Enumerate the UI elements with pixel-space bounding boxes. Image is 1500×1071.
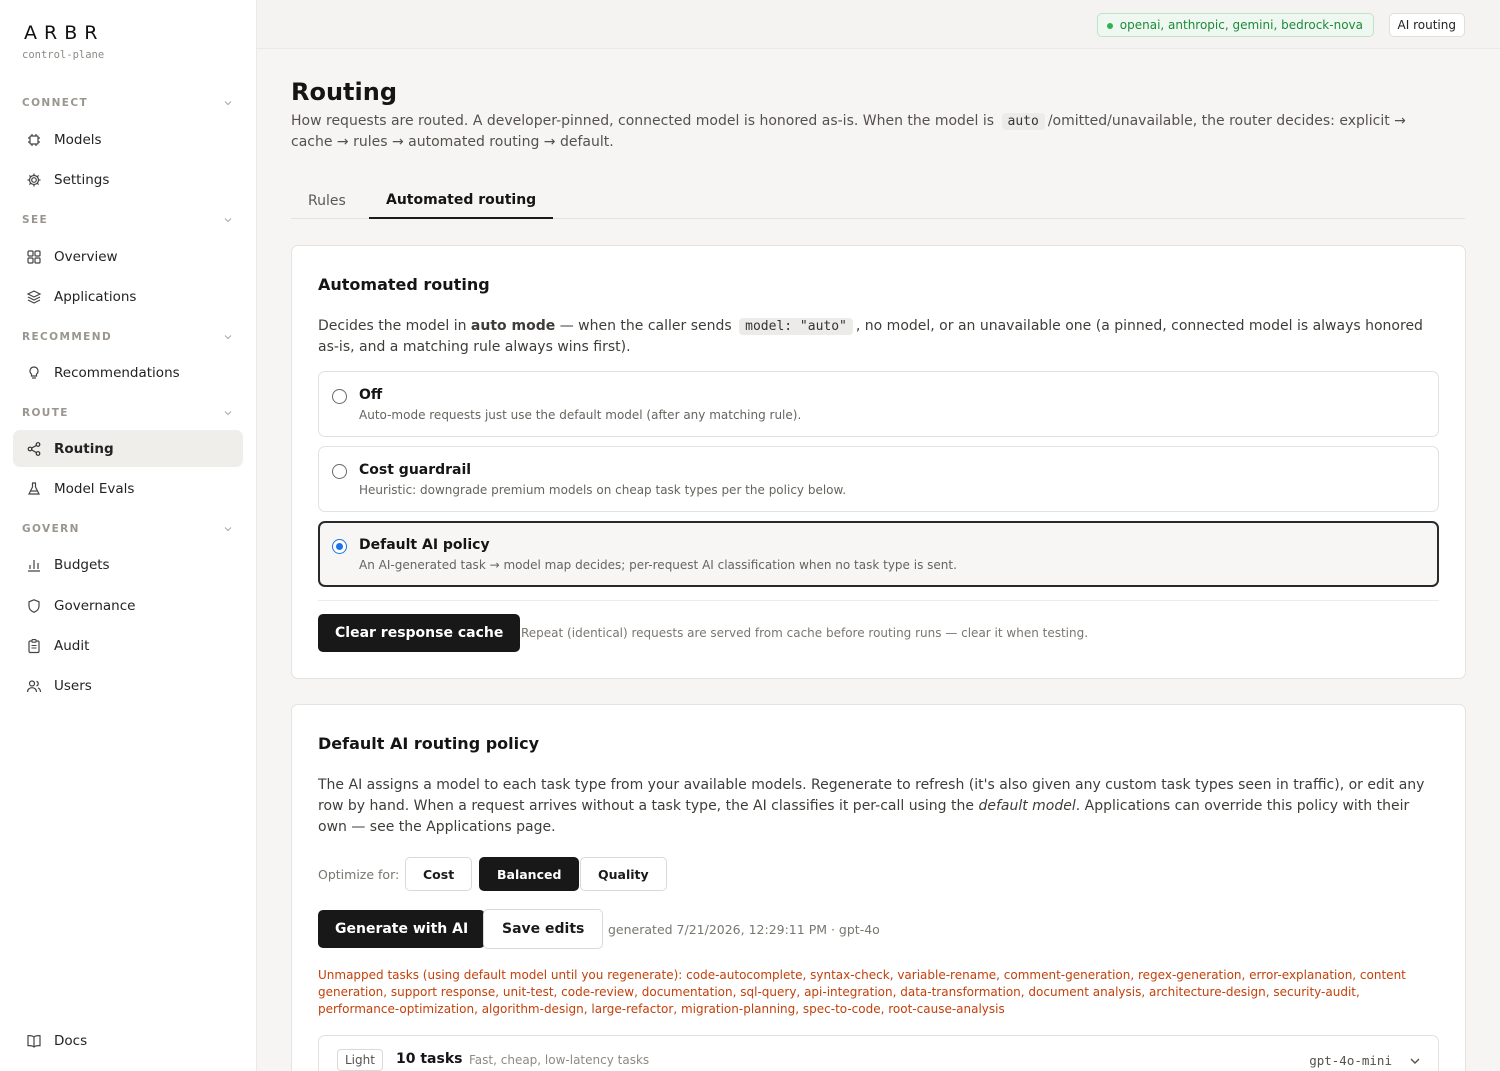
sidebar-item-label: Models [54, 131, 102, 148]
chevron-down-icon [222, 523, 234, 535]
sidebar-item-label: Settings [54, 171, 110, 188]
brand-subtitle: control-plane [22, 49, 105, 61]
sidebar-item-label: Budgets [54, 556, 110, 573]
clipboard-icon [26, 638, 42, 654]
optimize-cost-button[interactable]: Cost [405, 857, 472, 891]
description-text: The AI assigns a model to each task type from your available models. Regenerate to refresh (it's also given any custom task types seen in traffic), or edit any row by hand. When a request arrives without a task type, the AI classifies it per-call using the [318, 777, 1425, 814]
chevron-down-icon [222, 331, 234, 343]
description-text: , no model, or an unavailable one (a pinned, connected model is always honored as-is, and a matching rule always wins first). [318, 318, 1423, 355]
description-emphasis: auto mode [470, 318, 556, 334]
card-description [318, 775, 1438, 838]
brand-logo[interactable]: ARBR [24, 22, 105, 44]
page-description-text: How requests are routed. A developer-pinned, connected model is honored as-is. When the model is [291, 113, 995, 129]
nav-section-recommend[interactable] [22, 329, 234, 345]
sidebar-item-label: Routing [54, 440, 114, 457]
chevron-down-icon[interactable] [1408, 1054, 1422, 1068]
sidebar-item-label: Docs [54, 1032, 88, 1049]
tier-task-count: 10 tasks [396, 1051, 463, 1067]
description-text: . Applications can override this policy with their own — see the Applications page. [318, 798, 1410, 835]
clear-cache-button[interactable]: Clear response cache [318, 614, 520, 652]
sidebar-item-model-evals[interactable] [13, 470, 243, 507]
automated-routing-card [291, 245, 1466, 679]
sidebar [0, 0, 257, 1071]
unmapped-tasks-warning: Unmapped tasks (using default model until you regenerate): code-autocomplete, syntax-check, variable-rename, comment-generation, regex-generation, error-explanation, content generation, support response, unit-test, code-review, documentation, sql-query, api-integration, data-transformation, document analysis, architecture-design, security-audit, performance-optimization, algorithm-design, large-refactor, migration-planning, spec-to-code, root-cause-analysis [318, 968, 1406, 1016]
sidebar-item-users[interactable] [13, 667, 243, 704]
ai-policy-card [291, 704, 1466, 1071]
card-description [318, 316, 1438, 358]
generate-with-ai-button[interactable]: Generate with AI [318, 910, 485, 948]
chevron-down-icon [222, 407, 234, 419]
optimize-label: Optimize for: [318, 867, 400, 882]
sidebar-item-applications[interactable] [13, 278, 243, 315]
card-title: Automated routing [318, 275, 490, 294]
option-subtitle: An AI-generated task → model map decides; per-request AI classification when no task type is sent. [359, 558, 957, 572]
routing-option-off[interactable] [318, 371, 1439, 437]
top-bar [257, 0, 1500, 49]
shield-icon [26, 598, 42, 614]
nav-section-label: SEE [22, 214, 49, 226]
bar-chart-icon [26, 557, 42, 573]
option-subtitle: Heuristic: downgrade premium models on cheap task types per the policy below. [359, 483, 847, 497]
sidebar-item-label: Model Evals [54, 480, 135, 497]
book-icon [26, 1033, 42, 1049]
tier-row-light[interactable] [318, 1035, 1439, 1071]
optimize-quality-button[interactable]: Quality [580, 857, 667, 891]
nav-section-govern[interactable] [22, 521, 234, 537]
nav-section-label: ROUTE [22, 407, 69, 419]
routing-mode-badge[interactable]: AI routing [1389, 13, 1465, 37]
option-title: Default AI policy [359, 537, 490, 553]
chevron-down-icon [222, 214, 234, 226]
chevron-down-icon [222, 97, 234, 109]
option-subtitle: Auto-mode requests just use the default model (after any matching rule). [359, 408, 802, 422]
nav-section-connect[interactable] [22, 95, 234, 111]
page-title: Routing [291, 78, 398, 106]
sidebar-item-label: Applications [54, 288, 137, 305]
nav-section-route[interactable] [22, 405, 234, 421]
radio-button-selected[interactable] [332, 539, 347, 554]
sidebar-item-governance[interactable] [13, 587, 243, 624]
card-title: Default AI routing policy [318, 734, 540, 753]
description-text: Decides the model in [318, 318, 467, 334]
inline-code: auto [1002, 113, 1045, 130]
routing-option-default-ai-policy[interactable] [318, 521, 1439, 587]
clear-cache-hint: Repeat (identical) requests are served from cache before routing runs — clear it when testing. [521, 626, 1089, 640]
grid-icon [26, 249, 42, 265]
tab-rules[interactable]: Rules [308, 192, 346, 209]
providers-status-badge[interactable]: openai, anthropic, gemini, bedrock-nova [1097, 13, 1374, 37]
radio-button[interactable] [332, 464, 347, 479]
tab-automated-routing[interactable]: Automated routing [369, 182, 553, 219]
share-icon [26, 441, 42, 457]
nav-section-label: CONNECT [22, 97, 89, 109]
sidebar-item-overview[interactable] [13, 238, 243, 275]
sidebar-item-settings[interactable] [13, 161, 243, 198]
page-description-text: /omitted/unavailable, the router decides: explicit → cache → rules → automated routing → default. [291, 113, 1406, 150]
users-icon [26, 678, 42, 694]
sidebar-item-docs[interactable] [13, 1022, 243, 1059]
sidebar-item-models[interactable] [13, 121, 243, 158]
nav-section-label: RECOMMEND [22, 331, 113, 343]
sidebar-item-routing[interactable] [13, 430, 243, 467]
lightbulb-icon [26, 365, 42, 381]
option-title: Cost guardrail [359, 462, 472, 478]
inline-code: model: "auto" [739, 318, 853, 335]
tier-badge: Light [337, 1049, 383, 1071]
sidebar-item-label: Audit [54, 637, 90, 654]
sidebar-item-label: Overview [54, 248, 118, 265]
option-title: Off [359, 387, 383, 403]
tier-description: Fast, cheap, low-latency tasks [469, 1053, 650, 1067]
gear-icon [26, 172, 42, 188]
radio-button[interactable] [332, 389, 347, 404]
nav-section-see[interactable] [22, 212, 234, 228]
divider [318, 600, 1439, 601]
generated-meta: generated 7/21/2026, 12:29:11 PM · gpt-4o [608, 922, 880, 937]
optimize-balanced-button[interactable]: Balanced [479, 857, 579, 891]
tier-model: gpt-4o-mini [1309, 1053, 1392, 1068]
nav-section-label: GOVERN [22, 523, 80, 535]
sidebar-item-label: Recommendations [54, 364, 180, 381]
description-emphasis: default model [978, 798, 1076, 814]
chip-icon [26, 132, 42, 148]
sidebar-item-budgets[interactable] [13, 546, 243, 583]
page-description [291, 111, 1451, 153]
save-edits-button[interactable]: Save edits [483, 909, 603, 949]
flask-icon [26, 481, 42, 497]
sidebar-item-label: Governance [54, 597, 136, 614]
routing-tabs [291, 182, 1465, 219]
sidebar-item-recommendations[interactable] [13, 354, 243, 391]
sidebar-item-label: Users [54, 677, 92, 694]
description-text: — when the caller sends [559, 318, 732, 334]
layers-icon [26, 289, 42, 305]
routing-option-cost-guardrail[interactable] [318, 446, 1439, 512]
sidebar-item-audit[interactable] [13, 627, 243, 664]
